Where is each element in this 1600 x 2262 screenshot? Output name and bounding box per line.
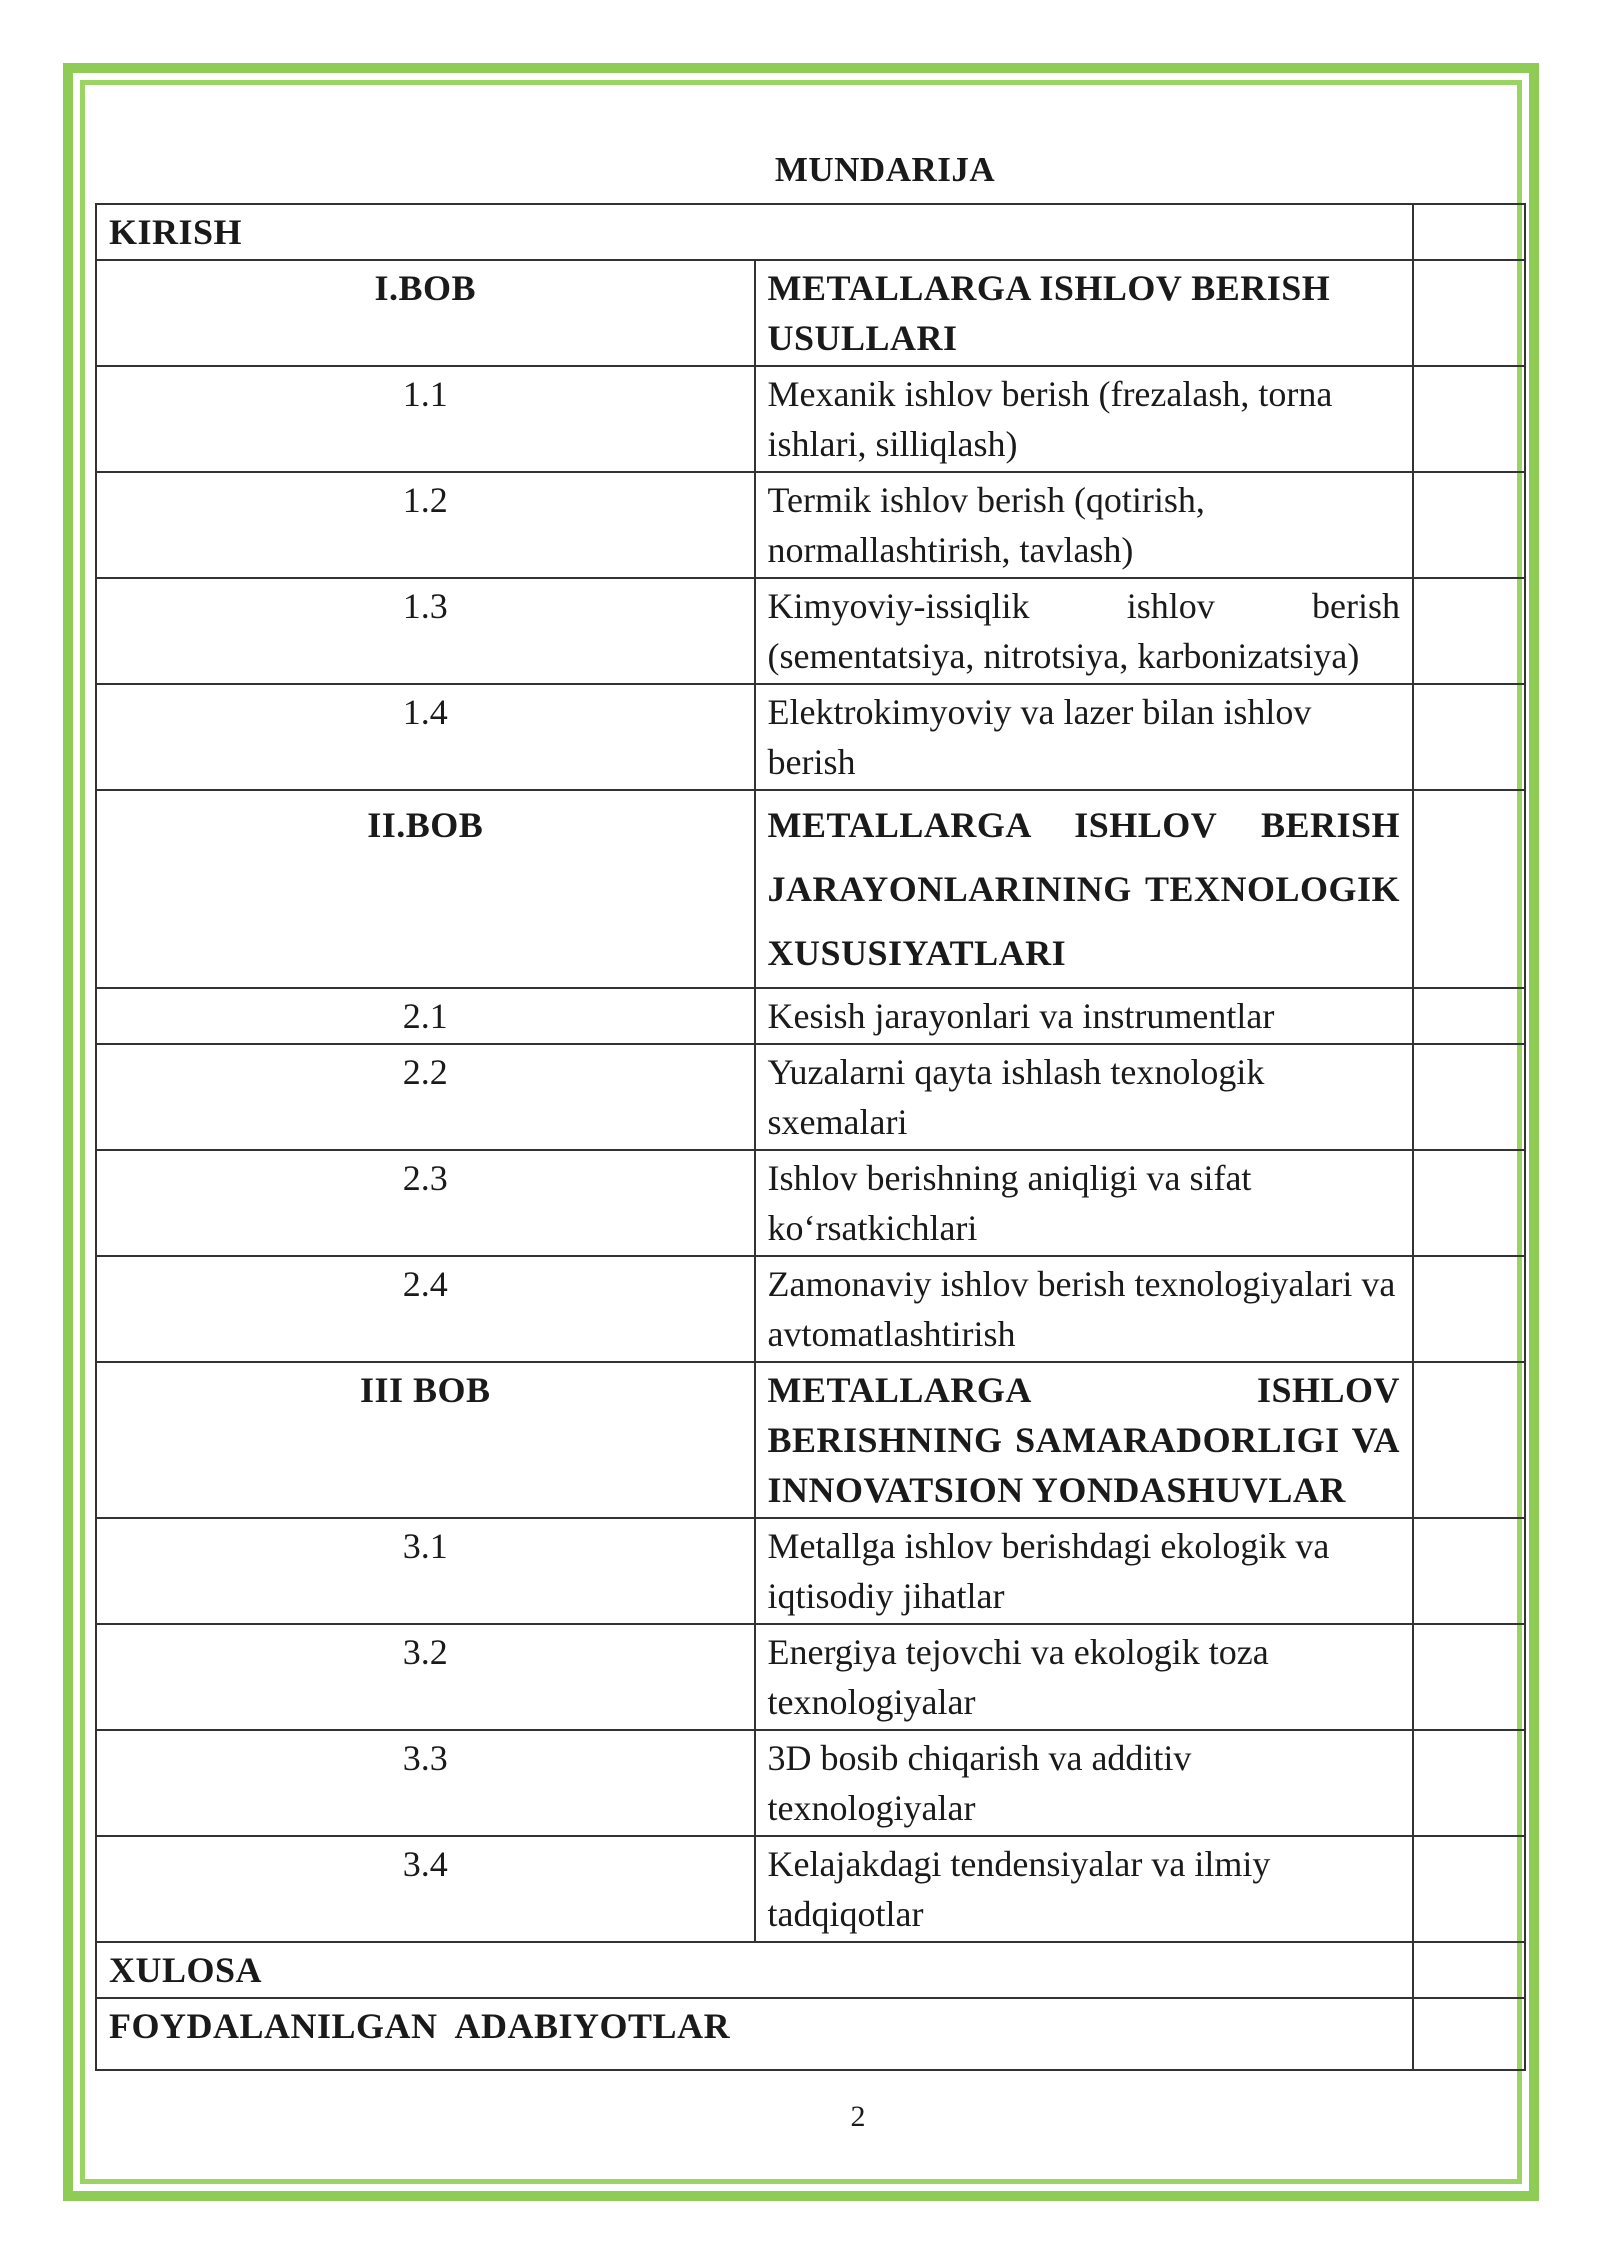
toc-section-number: 3.3	[96, 1730, 755, 1836]
toc-row	[96, 684, 1525, 790]
toc-page-cell	[1413, 1044, 1525, 1150]
toc-page-cell	[1413, 1942, 1525, 1998]
toc-row-chapter-1	[96, 260, 1525, 366]
toc-entry-title: FOYDALANILGAN ADABIYOTLAR	[96, 1998, 1413, 2070]
toc-section-number: 2.1	[96, 988, 755, 1044]
toc-section-number: 2.3	[96, 1150, 755, 1256]
toc-row	[96, 1256, 1525, 1362]
toc-page-cell	[1413, 1256, 1525, 1362]
toc-section-number: 1.3	[96, 578, 755, 684]
toc-section-title: Elektrokimyoviy va lazer bilan ishlov berish	[755, 684, 1414, 790]
toc-row-kirish	[96, 204, 1525, 260]
toc-row	[96, 1730, 1525, 1836]
toc-entry-title: KIRISH	[96, 204, 1413, 260]
toc-section-title: Ishlov berishning aniqligi va sifat ko‘rsatkichlari	[755, 1150, 1414, 1256]
toc-section-title: Mexanik ishlov berish (frezalash, torna ishlari, silliqlash)	[755, 366, 1414, 472]
toc-row	[96, 366, 1525, 472]
toc-chapter-title: METALLARGA ISHLOV BERISH USULLARI	[755, 260, 1414, 366]
toc-page-cell	[1413, 1836, 1525, 1942]
toc-section-title: Kelajakdagi tendensiyalar va ilmiy tadqiqotlar	[755, 1836, 1414, 1942]
toc-row	[96, 578, 1525, 684]
toc-section-number: 2.4	[96, 1256, 755, 1362]
toc-page-cell	[1413, 204, 1525, 260]
toc-page-cell	[1413, 988, 1525, 1044]
toc-section-title: Energiya tejovchi va ekologik toza texnologiyalar	[755, 1624, 1414, 1730]
page-title: MUNDARIJA	[774, 150, 996, 189]
toc-row	[96, 988, 1525, 1044]
toc-section-title: Kimyoviy-issiqlik ishlov berish (sementatsiya, nitrotsiya, karbonizatsiya)	[755, 578, 1414, 684]
toc-section-title: Metallga ishlov berishdagi ekologik va iqtisodiy jihatlar	[755, 1518, 1414, 1624]
toc-section-number: 1.1	[96, 366, 755, 472]
toc-section-number: 3.4	[96, 1836, 755, 1942]
toc-entry-title: XULOSA	[96, 1942, 1413, 1998]
toc-row	[96, 1150, 1525, 1256]
toc-page-cell	[1413, 1624, 1525, 1730]
toc-section-number: 2.2	[96, 1044, 755, 1150]
toc-page-cell	[1413, 1518, 1525, 1624]
toc-page-cell	[1413, 260, 1525, 366]
toc-section-title: Termik ishlov berish (qotirish, normallashtirish, tavlash)	[755, 472, 1414, 578]
toc-chapter-number: II.BOB	[96, 790, 755, 988]
toc-row	[96, 1836, 1525, 1942]
toc-row-adabiyotlar	[96, 1998, 1525, 2070]
toc-section-number: 1.2	[96, 472, 755, 578]
toc-row-xulosa	[96, 1942, 1525, 1998]
toc-page-cell	[1413, 1150, 1525, 1256]
toc-page-cell	[1413, 684, 1525, 790]
toc-row-chapter-2	[96, 790, 1525, 988]
toc-section-title: Kesish jarayonlari va instrumentlar	[755, 988, 1414, 1044]
toc-section-number: 1.4	[96, 684, 755, 790]
toc-chapter-number: I.BOB	[96, 260, 755, 366]
toc-row	[96, 472, 1525, 578]
toc-row	[96, 1044, 1525, 1150]
toc-page-cell	[1413, 578, 1525, 684]
toc-table	[95, 203, 1526, 2071]
toc-page-cell	[1413, 1998, 1525, 2070]
toc-row	[96, 1624, 1525, 1730]
page-number: 2	[850, 2100, 866, 2133]
toc-row	[96, 1518, 1525, 1624]
toc-row-chapter-3	[96, 1362, 1525, 1518]
toc-section-number: 3.2	[96, 1624, 755, 1730]
toc-section-title: Yuzalarni qayta ishlash texnologik sxemalari	[755, 1044, 1414, 1150]
toc-page-cell	[1413, 366, 1525, 472]
toc-page-cell	[1413, 1362, 1525, 1518]
toc-chapter-title: METALLARGA ISHLOV BERISH JARAYONLARINING TEXNOLOGIK XUSUSIYATLARI	[755, 790, 1414, 988]
toc-page-cell	[1413, 790, 1525, 988]
toc-page-cell	[1413, 472, 1525, 578]
toc-chapter-number: III BOB	[96, 1362, 755, 1518]
toc-section-number: 3.1	[96, 1518, 755, 1624]
toc-section-title: 3D bosib chiqarish va additiv texnologiyalar	[755, 1730, 1414, 1836]
toc-section-title: Zamonaviy ishlov berish texnologiyalari va avtomatlashtirish	[755, 1256, 1414, 1362]
toc-chapter-title: METALLARGA ISHLOV BERISHNING SAMARADORLIGI VA INNOVATSION YONDASHUVLAR	[755, 1362, 1414, 1518]
toc-page-cell	[1413, 1730, 1525, 1836]
